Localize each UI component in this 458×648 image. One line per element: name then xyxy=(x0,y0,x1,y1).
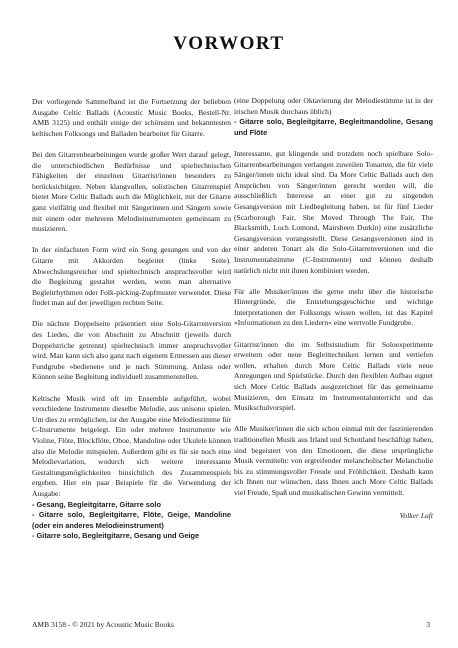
left-column xyxy=(32,97,231,542)
paragraph: Der vorliegende Sammelband ist die Fortsetzung der beliebten Ausgabe Celtic Ballads (Acoustic Music Books, Bestell-Nr. AMB 3125) und enthält einige der schönsten und bekanntesten keltischen Folksongs und Balladen bearbeitet für Gitarre. xyxy=(32,97,231,138)
paragraph: Die nächste Doppelseite präsentiert eine Solo-Gitarrenversion des Liedes, die von Abschnitt zu Abschnitt (jeweils durch Doppelstriche getrennt) spieltechnisch immer anspruchsvoller wird. Man kann sich also ganz nach eigenem Ermessen aus dieser Fundgrube »bedienen« und je nach Stimmung, Anlass oder Können seine Begleitung individuell zusammenstellen. xyxy=(32,319,231,382)
example-item: - Gitarre solo, Begleitgitarre, Begleitmandoline, Gesang und Flöte xyxy=(234,117,433,137)
paragraph: Gitarrist/innen die im Selbststudium für Soloexperimente erweitern oder neue Begleittechniken lernen und vertiefen wollen, erhalten durch More Celtic Ballads viele neue Anregungen und Spielstücke. Durch den flexiblen Aufbau eignet sich More Celtic Ballads ausgezeichnet für das gemeinsame Musizieren, den Einsatz im Instrumentalunterricht und das Musikschulvorspiel. xyxy=(234,339,433,413)
paragraph: Interessante, gut klingende und trotzdem noch spielbare Solo-Gitarrenbearbeitungen verlangen zuweilen Tonarten, die für viele Sänger/innen nicht ideal sind. Da More Celtic Ballads auch den Ansprüchen von Sänger/innen gerecht werden will, die ausschließlich Interesse an einer gut zu singenden Gesangsversion mit Liedbegleitung haben, ist für fünf Lieder (Scarborough Fair, She Moved Through The Fair, The Blacksmith, Loch Lomond, Mairsheen Durkin) eine zusätzliche Gesangsversion vorangestellt. Diese Gesangsversionen sind in einer anderen Tonart als die Solo-Gitarrenversionen und die Instrumentalstimme (C-Instrumente) und können deshalb natürlich nicht mit ihnen kombiniert werden. xyxy=(234,148,433,275)
page-title: VORWORT xyxy=(173,33,285,54)
paragraph: Für alle Musiker/innen die gerne mehr über die historische Hintergründe, die Entstehungsgeschichte und wichtige Interpretationen der Folksongs wissen wollen, ist das Kapitel »Informationen zu den Liedern« eine wertvolle Fundgrube. xyxy=(234,286,433,328)
paragraph: Keltische Musik wird oft im Ensemble aufgeführt, wobei verschiedene Instrumente dieselbe Melodie, aus unisono spielen. Um dies zu ermöglichen, ist der Ausgabe eine Melodiestimme für C-Instrumente beigelegt. Ein oder mehrere Instrumente wie Violine, Flöte, Blockflöte, Oboe, Mandoline oder Ukulele können also die Melodie mitspielen. Außerdem gibt es für sie noch eine Melodievariation, wodurch sich weitere interessante Gestaltungsmöglichkeiten hinsichtlich des Zusammenspiels ergeben. Hier ein paar Beispiele für die Verwendung der Ausgabe: xyxy=(32,393,231,498)
paragraph: Bei den Gitarrenbearbeitungen wurde großer Wert darauf gelegt, die unterschiedlichen Bedürfnisse und spieltechnischen Fähigkeiten der einzelnen Gitarrist/innen besonders zu berücksichtigen. Neben klangvollen, solistischen Gitarrenspiel bietet More Celtic Ballads auch die Möglichkeit, mit der Gitarre ganz vielfältig und flexibel mit Sängerinnen und Sängern sowie mit einem oder mehreren Melodieinstrumenten gemeinsam zu musizieren. xyxy=(32,149,231,234)
paragraph: (eine Doppelung oder Oktavierung der Melodiestimme ist in der irischen Musik durchaus üblich) xyxy=(234,96,433,116)
paragraph: In der einfachsten Form wird ein Song gesungen und von der Gitarre mit Akkorden begleitet (linke Seite). Abwechslungsreicher und spieltechnisch anspruchsvoller wird die Begleitung gestaltet werden, wenn man alternative Begleitrhythmen oder Folk-picking-Zupfmuster verwendet. Diese findet man auf der jeweiligen rechten Seite. xyxy=(32,245,231,308)
right-column xyxy=(234,96,433,521)
paragraph: Alle Musiker/innen die sich schon einmal mit der faszinierenden traditionellen Musik aus Irland und Schottland beschäftigt haben, sind begeistert von den Emotionen, die diese ursprüngliche Musik vermitteln: von ergreifender melancholischer Melancholie bis zu stimmungsvoller Freude und Fröhlichkeit. Deshalb kann ich Ihnen nur wünschen, dass Ihnen auch More Celtic Ballads viel Freude, Spaß und musikalischen Gewinn vermittelt. xyxy=(234,424,433,497)
page-number: 3 xyxy=(426,620,430,629)
footer xyxy=(32,620,430,629)
signature: Volker Luft xyxy=(399,510,433,520)
example-item: - Gesang, Begleitgitarre, Gitarre solo xyxy=(32,499,161,509)
footer-copyright: AMB 3158 - © 2021 by Acoustic Music Books xyxy=(32,620,174,629)
example-item: - Gitarre solo, Begleitgitarre, Gesang und Geige xyxy=(32,531,200,541)
example-item: - Gitarre solo, Begleitgitarre, Flöte, Geige, Mandoline (oder ein anderes Melodieinstrument) xyxy=(32,510,231,530)
